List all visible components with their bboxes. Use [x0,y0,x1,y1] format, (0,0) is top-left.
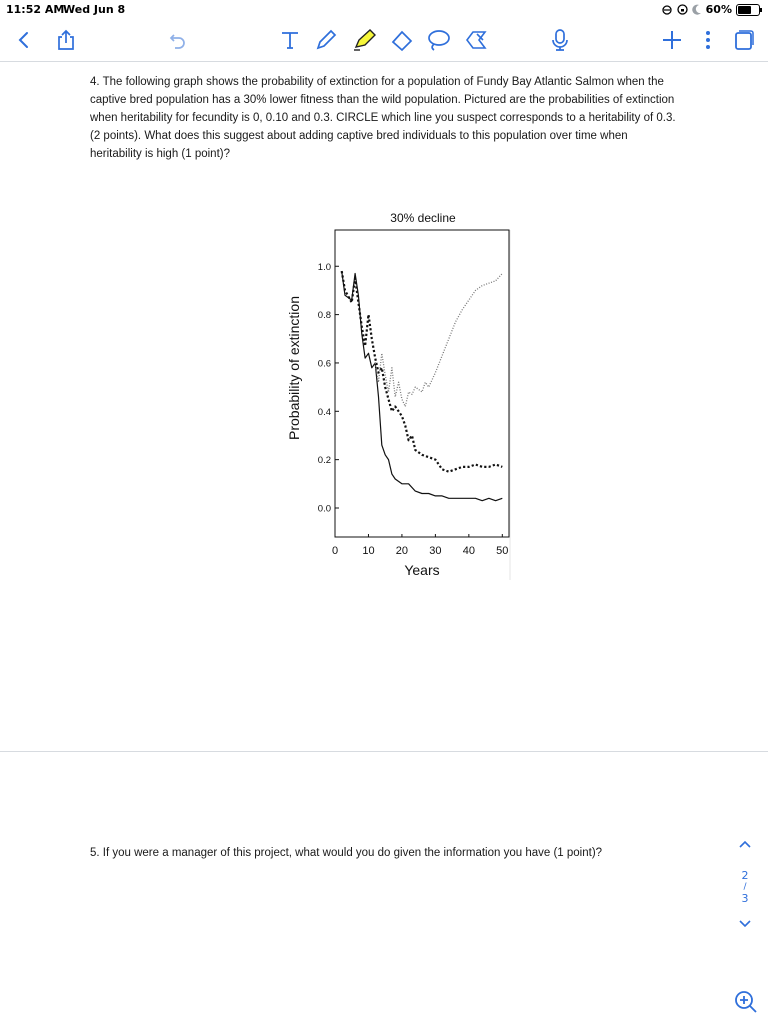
y-tick-label: 0.8 [317,310,331,322]
eraser-tool-button[interactable] [388,26,416,54]
x-tick-label: 10 [362,545,375,557]
eraser-icon [389,28,415,52]
lock-rotation-icon [677,4,688,15]
pen-tool-button[interactable] [312,26,340,54]
text-tool-icon [279,29,301,51]
total-pages-number: 3 [741,892,749,905]
shapes-tool-button[interactable] [462,26,490,54]
x-tick-label: 50 [496,545,509,557]
zoom-button[interactable] [732,988,760,1016]
y-axis-ticks [318,262,339,515]
more-icon [704,29,712,51]
y-tick-label: 1.0 [317,261,331,273]
page-navigator [734,840,756,928]
status-date: Wed Jun 8 [63,3,126,16]
lasso-tool-button[interactable] [424,26,452,54]
share-button[interactable] [52,26,80,54]
y-tick-label: 0.4 [317,406,331,418]
status-bar [0,0,768,20]
share-icon [56,29,76,51]
series-line-dashed [342,271,503,472]
previous-page-icon[interactable] [739,840,751,849]
microphone-icon [550,28,570,52]
status-right [661,3,760,16]
chart-title: 30% decline [390,211,456,225]
annotation-toolbar [0,20,768,60]
x-tick-label: 30 [429,545,442,557]
add-page-button[interactable] [658,26,686,54]
toolbar-divider [0,61,768,62]
page-separator: / [743,882,747,892]
battery-percent: 60% [705,3,732,16]
pen-icon [314,28,338,52]
x-axis-label: Years [404,562,440,578]
page-break-divider [0,751,768,752]
shapes-icon [463,28,489,52]
back-button[interactable] [10,26,38,54]
microphone-button[interactable] [546,26,574,54]
y-tick-label: 0.6 [317,358,331,370]
current-page-number: 2 [741,869,749,882]
battery-icon [736,4,760,16]
next-page-icon[interactable] [739,919,751,928]
highlighter-icon [351,28,377,52]
text-tool-button[interactable] [276,26,304,54]
moon-icon [692,4,702,15]
question-5-text: 5. If you were a manager of this project, what would you do given the information you have (1 point)? [90,847,603,859]
highlighter-tool-button[interactable] [350,26,378,54]
x-tick-label: 0 [331,545,339,557]
series-line-dotted [375,274,502,407]
y-tick-label: 0.2 [317,455,331,467]
series-line-solid [342,271,503,501]
extinction-chart [283,205,523,585]
question-4-text: 4. The following graph shows the probability of extinction for a population of Fundy Bay Atlantic Salmon when the captive bred population has a 30% lower fitness than the wild population. Pictured are the probabilities of extinction when heritability for fecundity is 0, 0.10 and 0.3. CIRCLE which line you suspect corresponds to a heritability of 0.3. (2 points). What does this suggest about adding captive bred individuals to this population over time when heritability is high (1 point)? [90,76,676,160]
zoom-in-icon [732,988,760,1016]
x-tick-label: 40 [462,545,475,557]
page-view-icon [733,29,755,51]
chart-series [342,271,503,501]
back-icon [17,30,31,50]
x-tick-label: 20 [395,545,409,557]
add-icon [661,29,683,51]
more-button[interactable] [694,26,722,54]
status-time: 11:52 AM [6,3,65,16]
page-view-button[interactable] [730,26,758,54]
lasso-icon [425,28,451,52]
plot-frame [335,230,509,537]
sync-icon [661,5,673,15]
y-tick-label: 0.0 [317,503,331,515]
y-axis-label: Probability of extinction [286,296,302,440]
undo-button[interactable] [164,26,192,54]
undo-icon [168,30,188,50]
